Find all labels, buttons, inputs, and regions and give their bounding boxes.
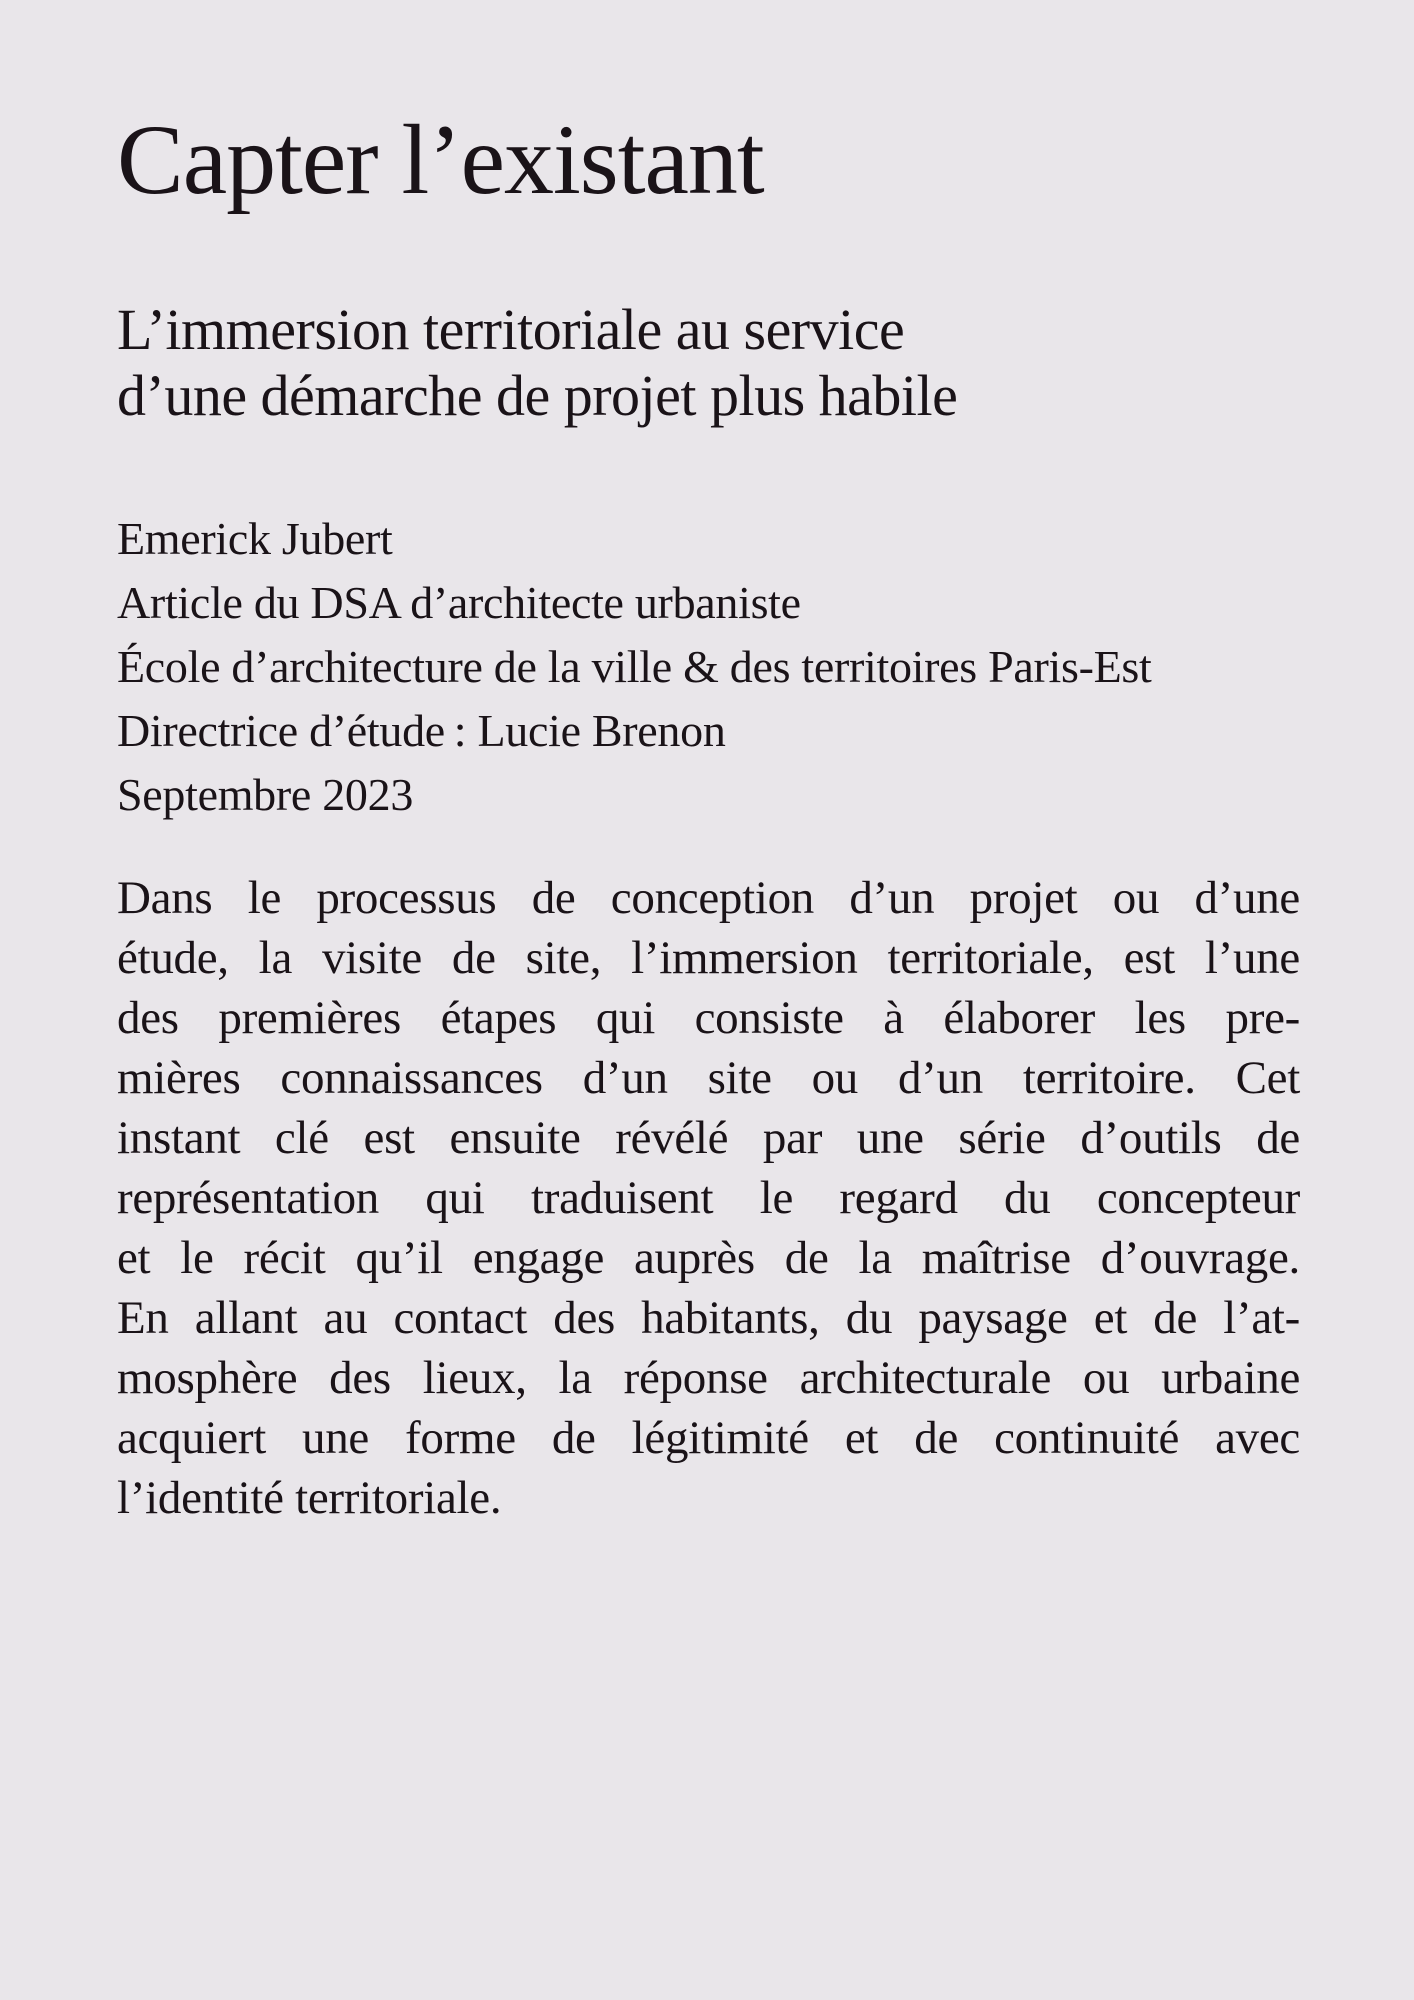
subtitle-line: d’une démarche de projet plus habile: [117, 363, 958, 428]
meta-article-type: Article du DSA d’architecte urbaniste: [117, 577, 801, 628]
article-body: [117, 868, 1300, 1528]
meta-director: Directrice d’étude : Lucie Brenon: [117, 705, 726, 756]
meta-author: Emerick Jubert: [117, 513, 393, 564]
body-line: Dans le processus de conception d’un projet ou d’une: [117, 872, 1300, 924]
body-line: acquiert une forme de légitimité et de continuité avec: [117, 1412, 1300, 1464]
body-line: l’identité territoriale.: [117, 1472, 502, 1524]
body-line: En allant au contact des habitants, du paysage et de l’at-: [117, 1292, 1300, 1344]
body-line: et le récit qu’il engage auprès de la maîtrise d’ouvrage.: [117, 1232, 1300, 1284]
article-meta-block: [117, 507, 1151, 827]
meta-date: Septembre 2023: [117, 769, 414, 820]
article-subtitle: [117, 297, 957, 429]
article-title: Capter l’existant: [117, 104, 764, 215]
body-line: mosphère des lieux, la réponse architecturale ou urbaine: [117, 1352, 1300, 1404]
body-line: instant clé est ensuite révélé par une série d’outils de: [117, 1112, 1300, 1164]
body-line: étude, la visite de site, l’immersion territoriale, est l’une: [117, 932, 1300, 984]
body-line: des premières étapes qui consiste à élaborer les pre-: [117, 992, 1300, 1044]
subtitle-line: L’immersion territoriale au service: [117, 297, 905, 362]
meta-school: École d’architecture de la ville & des territoires Paris-Est: [117, 641, 1152, 692]
body-line: mières connaissances d’un site ou d’un territoire. Cet: [117, 1052, 1300, 1104]
body-line: représentation qui traduisent le regard du concepteur: [117, 1172, 1300, 1224]
